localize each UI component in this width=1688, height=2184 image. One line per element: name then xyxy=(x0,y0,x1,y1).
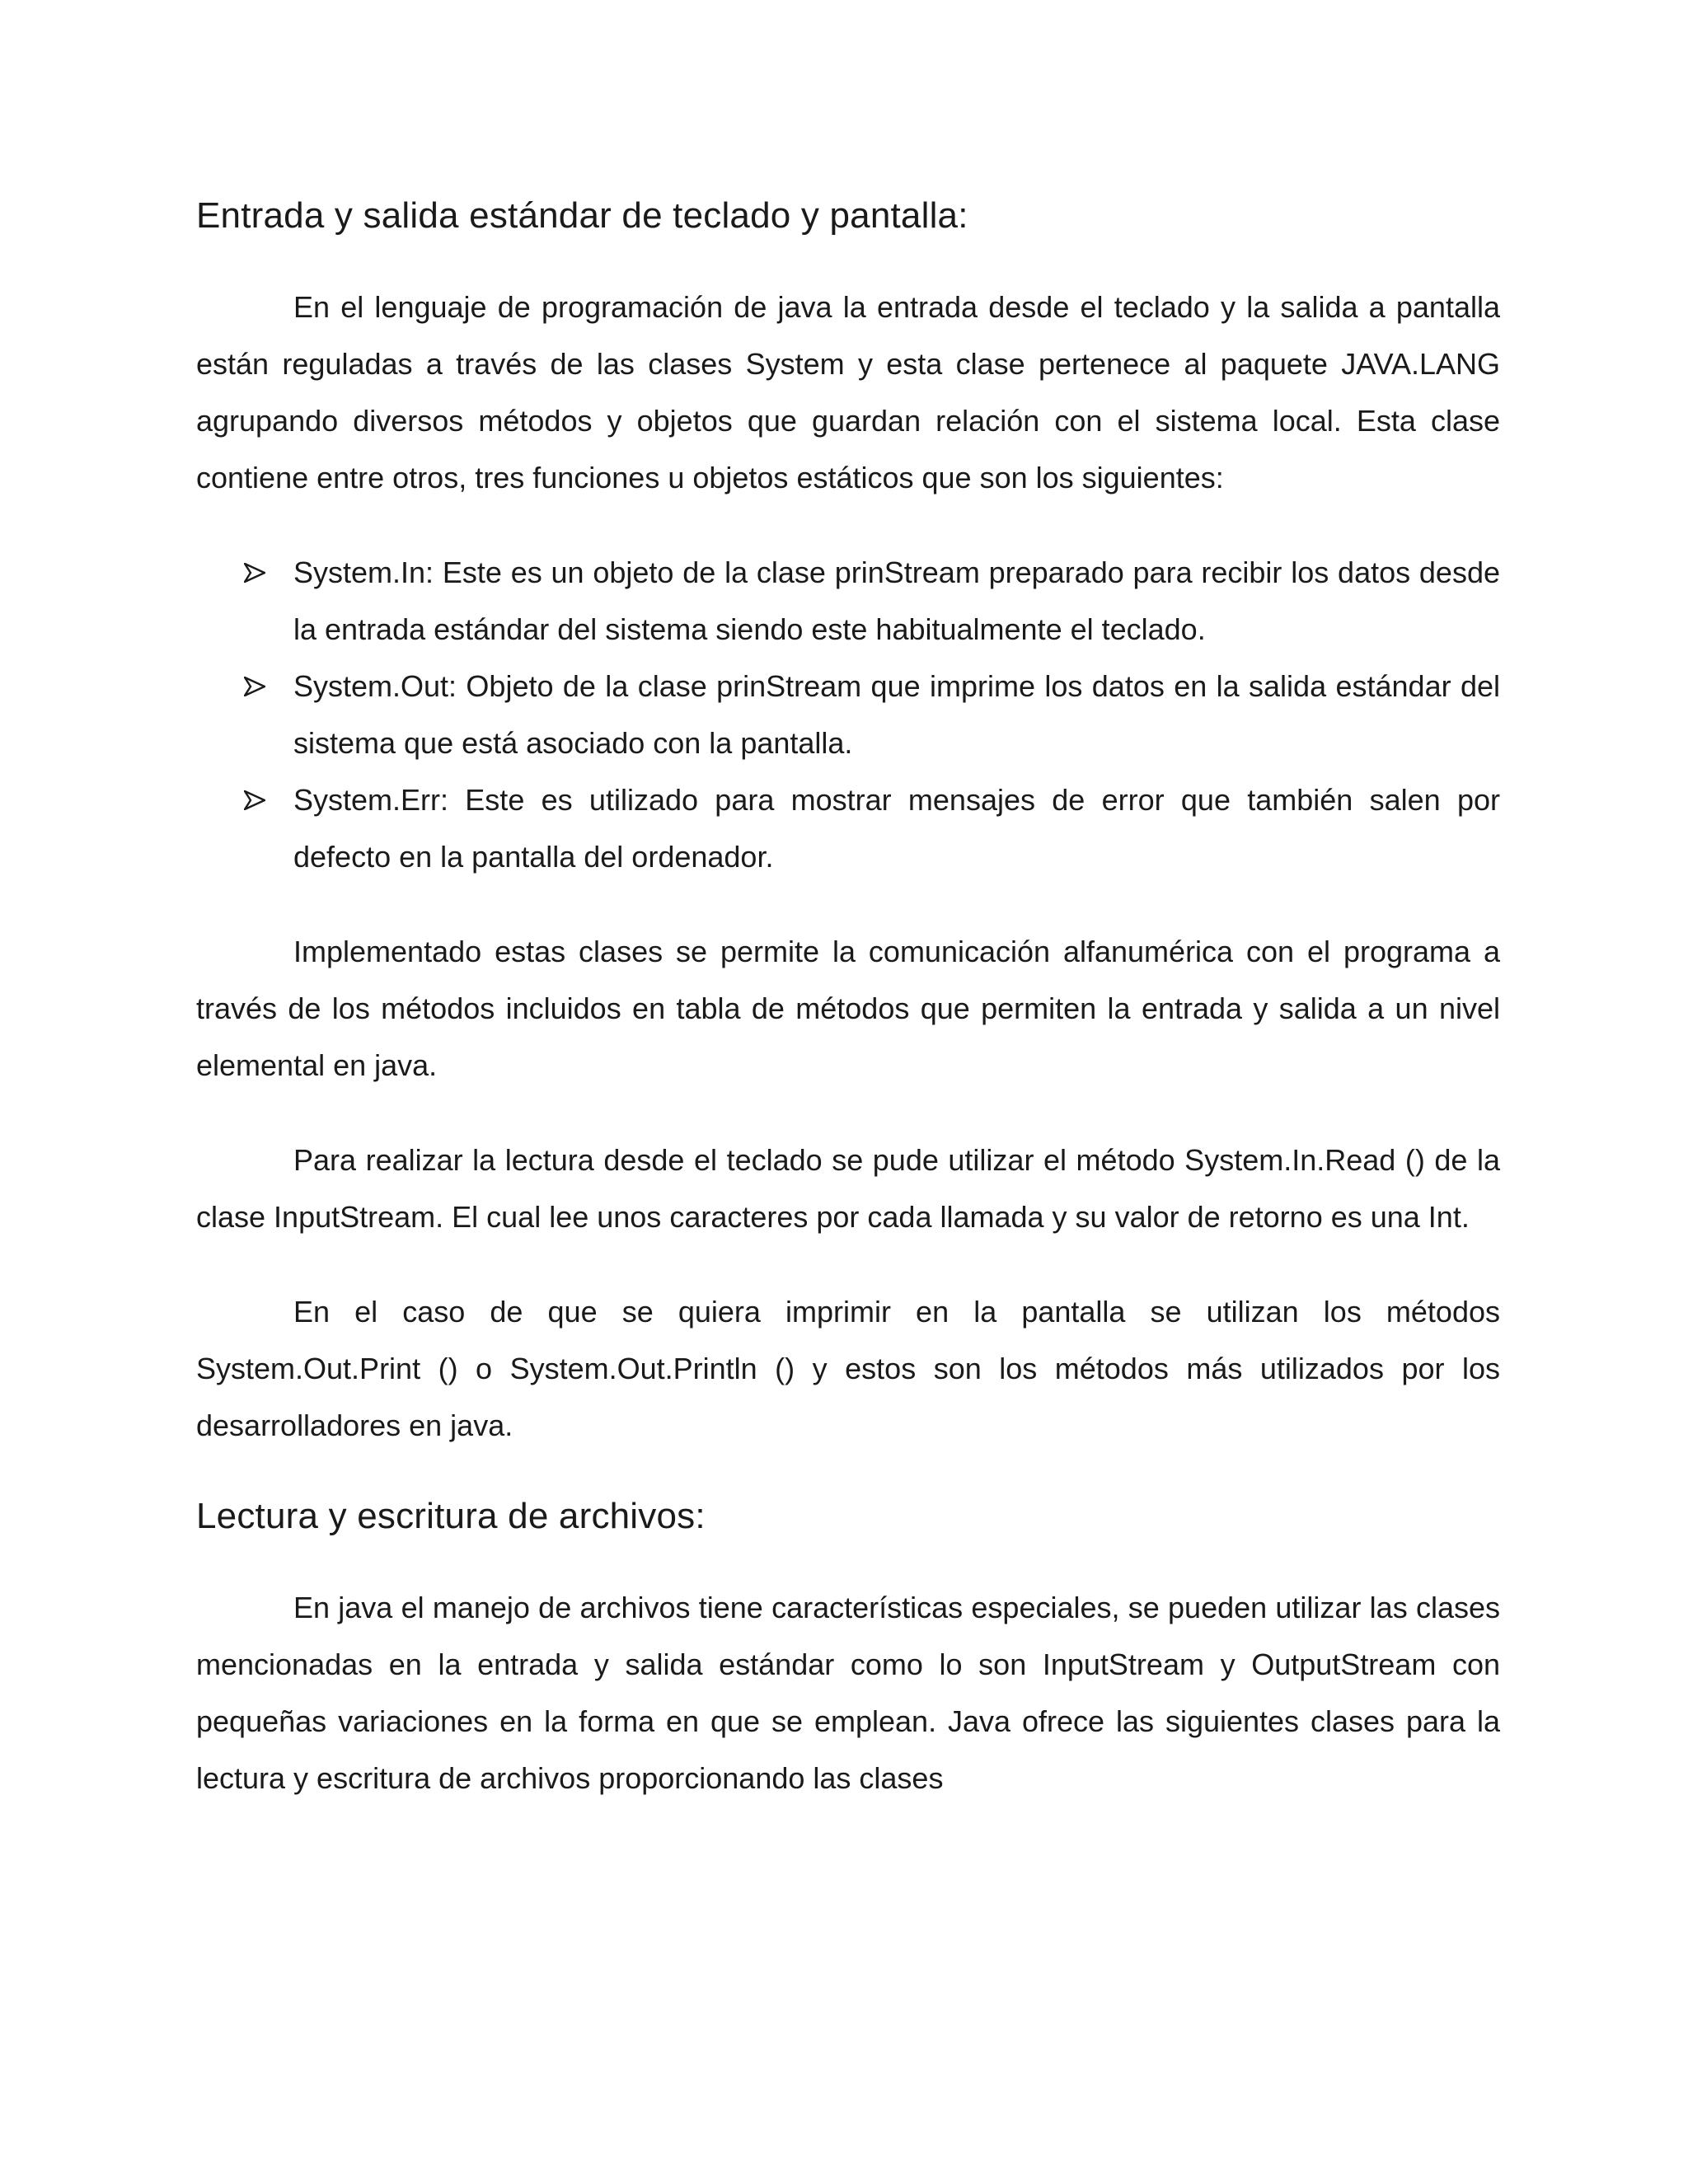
arrowhead-bullet-icon xyxy=(244,658,269,715)
paragraph-reading: Para realizar la lectura desde el teclado se pude utilizar el método System.In.Read () de la clase InputStream. El cual lee unos caracteres por cada llamada y su valor de retorno es una Int. xyxy=(196,1143,1500,1234)
paragraph-intro: En el lenguaje de programación de java la entrada desde el teclado y la salida a pantalla están reguladas a través de las clases System y esta clase pertenece al paquete JAVA.LANG agrupando diversos métodos y objetos que guardan relación con el sistema local. Esta clase contiene entre otros, tres funciones u objetos estáticos que son los siguientes: xyxy=(196,290,1500,494)
arrowhead-bullet-icon xyxy=(244,544,269,601)
list-item-text: System.In: Este es un objeto de la clase prinStream preparado para recibir los datos desde la entrada estándar del sistema siendo este habitualmente el teclado. xyxy=(293,555,1500,646)
list-item xyxy=(293,544,1500,658)
paragraph-implementation: Implementado estas clases se permite la comunicación alfanumérica con el programa a través de los métodos incluidos en tabla de métodos que permiten la entrada y salida a un nivel elemental en java. xyxy=(196,935,1500,1082)
section-heading-io-standard: Entrada y salida estándar de teclado y pantalla: xyxy=(196,195,968,236)
list-item-text: System.Err: Este es utilizado para mostrar mensajes de error que también salen por defecto en la pantalla del ordenador. xyxy=(293,783,1500,874)
paragraph-files: En java el manejo de archivos tiene características especiales, se pueden utilizar las clases mencionadas en la entrada y salida estándar como lo son InputStream y OutputStream con pequeñas variaciones en la forma en que se emplean. Java ofrece las siguientes clases para la lectura y escritura de archivos proporcionando las clases xyxy=(196,1591,1500,1795)
list-item xyxy=(293,771,1500,885)
section-heading-files: Lectura y escritura de archivos: xyxy=(196,1496,706,1536)
bullet-list xyxy=(196,544,1500,885)
arrowhead-bullet-icon xyxy=(244,771,269,828)
paragraph-printing: En el caso de que se quiera imprimir en la pantalla se utilizan los métodos System.Out.Print () o System.Out.Println () y estos son los métodos más utilizados por los desarrolladores en java. xyxy=(196,1295,1500,1442)
list-item-text: System.Out: Objeto de la clase prinStream que imprime los datos en la salida estándar del sistema que está asociado con la pantalla. xyxy=(293,669,1500,760)
document-page xyxy=(196,173,1500,1844)
list-item xyxy=(293,658,1500,771)
